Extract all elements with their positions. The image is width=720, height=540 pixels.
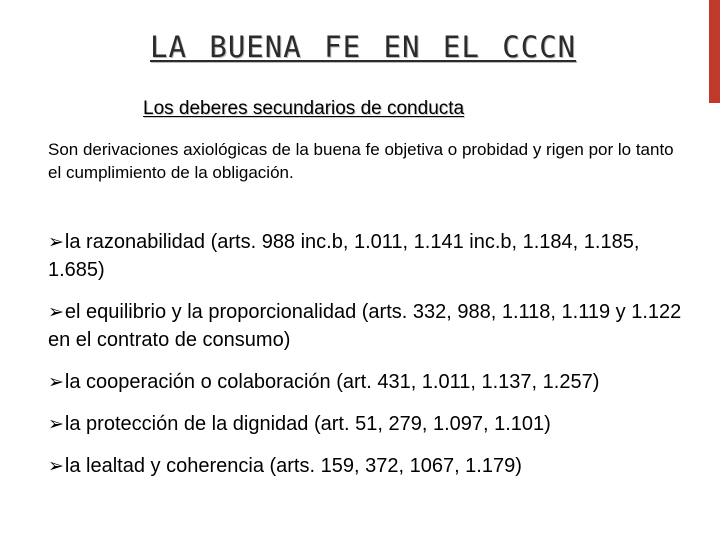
- bullet-text: la cooperación o colaboración (art. 431, 1.011, 1.137, 1.257): [64, 371, 600, 393]
- arrow-bullet-icon: ➢: [48, 455, 64, 477]
- bullet-list: [48, 228, 688, 494]
- bullet-item-equilibrio: [48, 298, 688, 354]
- bullet-item-razonabilidad: [48, 228, 688, 284]
- bullet-item-cooperacion: [48, 368, 688, 396]
- slide-title: LA BUENA FE EN EL CCCN: [150, 30, 577, 64]
- arrow-bullet-icon: ➢: [48, 371, 64, 393]
- slide-subtitle: Los deberes secundarios de conducta: [143, 98, 465, 119]
- intro-paragraph: Son derivaciones axiológicas de la buena fe objetiva o probidad y rigen por lo tanto el cumplimiento de la obligación.: [48, 140, 674, 182]
- bullet-item-lealtad: [48, 452, 688, 480]
- bullet-text: el equilibrio y la proporcionalidad (arts. 332, 988, 1.118, 1.119 y 1.122 en el contrato de consumo): [48, 301, 682, 351]
- accent-bar: [709, 0, 720, 103]
- bullet-text: la razonabilidad (arts. 988 inc.b, 1.011, 1.141 inc.b, 1.184, 1.185, 1.685): [48, 231, 640, 281]
- arrow-bullet-icon: ➢: [48, 301, 64, 323]
- bullet-text: la protección de la dignidad (art. 51, 279, 1.097, 1.101): [64, 413, 551, 435]
- bullet-text: la lealtad y coherencia (arts. 159, 372, 1067, 1.179): [64, 455, 522, 477]
- arrow-bullet-icon: ➢: [48, 231, 64, 253]
- bullet-item-dignidad: [48, 410, 688, 438]
- arrow-bullet-icon: ➢: [48, 413, 64, 435]
